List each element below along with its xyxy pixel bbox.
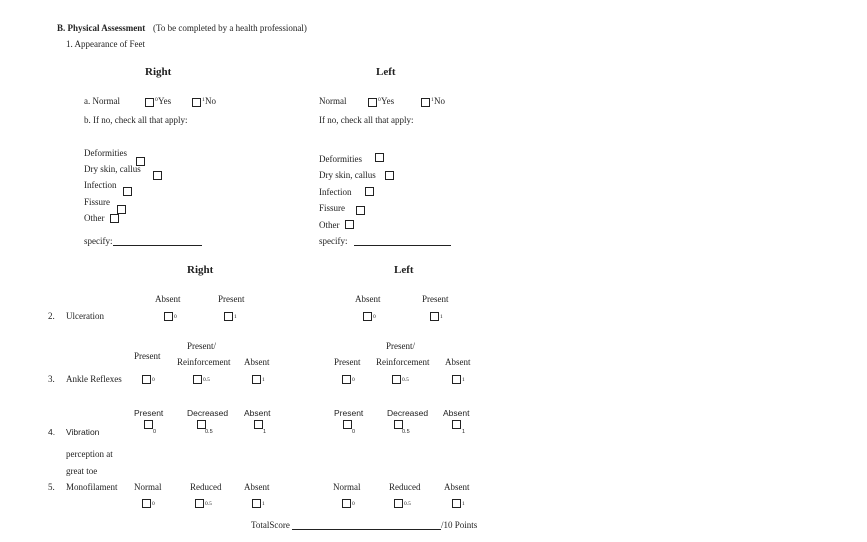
right-heading: Right: [145, 66, 172, 78]
mono-right-reduced-label: Reduced: [190, 482, 222, 492]
vib-right-v1: 1: [263, 429, 267, 435]
ankle-number: 3.: [48, 374, 55, 384]
mono-left-normal-checkbox[interactable]: [342, 499, 351, 508]
vib-label-line3: great toe: [66, 466, 98, 476]
section-subtitle: (To be completed by a health professional): [153, 23, 307, 33]
vib-left-decreased-checkbox[interactable]: [394, 420, 403, 429]
mono-left-absent-label: Absent: [444, 482, 470, 492]
mono-right-v05: 0.5: [205, 501, 212, 507]
right-normal-no-checkbox[interactable]: [192, 98, 201, 107]
right-dryskin-checkbox[interactable]: [153, 171, 162, 180]
tests-right-heading: Right: [187, 264, 214, 276]
vib-right-decreased-checkbox[interactable]: [197, 420, 206, 429]
left-infection-checkbox[interactable]: [365, 187, 374, 196]
left-other-label: Other: [319, 220, 340, 230]
ankle-right-present-label: Present: [134, 351, 161, 361]
left-normal-no-checkbox[interactable]: [421, 98, 430, 107]
total-score-field[interactable]: [292, 529, 441, 530]
ankle-label: Ankle Reflexes: [66, 374, 122, 384]
mono-right-normal-checkbox[interactable]: [142, 499, 151, 508]
mono-right-v0: 0: [152, 501, 155, 507]
ulcer-left-absent-label: Absent: [355, 294, 381, 304]
vib-left-v0: 0: [352, 429, 356, 435]
left-ifno-label: If no, check all that apply:: [319, 115, 414, 125]
vib-number: 4.: [48, 427, 56, 437]
total-score-suffix: /10 Points: [441, 520, 478, 530]
right-normal-yes-checkbox[interactable]: [145, 98, 154, 107]
left-no-label: No: [434, 96, 445, 106]
right-no-label: No: [205, 96, 216, 106]
vib-right-decreased-label: Decreased: [187, 408, 229, 418]
ankle-left-v05: 0.5: [402, 377, 409, 383]
left-specify-label: specify:: [319, 236, 348, 246]
ankle-left-absent-label: Absent: [445, 357, 471, 367]
right-infection-label: Infection: [84, 180, 117, 190]
mono-left-reduced-label: Reduced: [389, 482, 421, 492]
right-no-value: 1: [202, 97, 205, 103]
ankle-right-v05: 0.5: [203, 377, 210, 383]
mono-right-absent-label: Absent: [244, 482, 270, 492]
vib-label-line2: perception at: [66, 449, 113, 459]
tests-left-heading: Left: [394, 264, 414, 276]
ulcer-right-present-label: Present: [218, 294, 245, 304]
left-yes-label: Yes: [381, 96, 395, 106]
ulcer-left-absent-checkbox[interactable]: [363, 312, 372, 321]
mono-left-normal-label: Normal: [333, 482, 361, 492]
right-dryskin-label: Dry skin, callus: [84, 164, 141, 174]
right-specify-label: specify:: [84, 236, 113, 246]
mono-right-v1: 1: [262, 501, 265, 507]
ulcer-right-present-value: 1: [234, 314, 237, 320]
vib-right-v0: 0: [153, 429, 157, 435]
vib-left-absent-checkbox[interactable]: [452, 420, 461, 429]
ulcer-right-absent-value: 0: [174, 314, 177, 320]
ankle-right-v0: 0: [152, 377, 155, 383]
left-yes-value: 0: [378, 97, 381, 103]
left-other-checkbox[interactable]: [345, 220, 354, 229]
left-dryskin-checkbox[interactable]: [385, 171, 394, 180]
vib-right-v05: 0.5: [205, 429, 213, 435]
vib-label: Vibration: [66, 427, 100, 437]
right-infection-checkbox[interactable]: [123, 187, 132, 196]
left-infection-label: Infection: [319, 187, 352, 197]
left-fissure-checkbox[interactable]: [356, 206, 365, 215]
left-specify-field[interactable]: [354, 245, 451, 246]
vib-left-v1: 1: [462, 429, 466, 435]
ankle-right-absent-label: Absent: [244, 357, 270, 367]
right-deformities-label: Deformities: [84, 148, 127, 158]
ankle-left-v1: 1: [462, 377, 465, 383]
right-fissure-label: Fissure: [84, 197, 111, 207]
mono-right-normal-label: Normal: [134, 482, 162, 492]
left-deformities-label: Deformities: [319, 154, 362, 164]
right-other-label: Other: [84, 213, 105, 223]
ulcer-left-present-value: 1: [440, 314, 443, 320]
ankle-right-present-checkbox[interactable]: [142, 375, 151, 384]
ankle-right-reinf-checkbox[interactable]: [193, 375, 202, 384]
appearance-label: 1. Appearance of Feet: [66, 39, 145, 49]
vib-right-present-label: Present: [134, 408, 164, 418]
vib-right-absent-label: Absent: [244, 408, 271, 418]
total-score-label: TotalScore: [251, 520, 290, 530]
vib-left-present-label: Present: [334, 408, 364, 418]
ulcer-right-absent-checkbox[interactable]: [164, 312, 173, 321]
section-title: B. Physical Assessment: [57, 23, 146, 33]
ankle-right-v1: 1: [262, 377, 265, 383]
right-normal-label: a. Normal: [84, 96, 120, 106]
ankle-left-absent-checkbox[interactable]: [452, 375, 461, 384]
vib-left-present-checkbox[interactable]: [343, 420, 352, 429]
mono-left-v1: 1: [462, 501, 465, 507]
right-fissure-checkbox[interactable]: [117, 205, 126, 214]
right-ifno-label: b. If no, check all that apply:: [84, 115, 188, 125]
right-yes-value: 0: [155, 97, 158, 103]
mono-right-absent-checkbox[interactable]: [252, 499, 261, 508]
mono-label: Monofilament: [66, 482, 118, 492]
ankle-left-reinf-line1: Present/: [386, 341, 415, 351]
ankle-right-reinf-line2: Reinforcement: [177, 357, 231, 367]
right-specify-field[interactable]: [113, 245, 202, 246]
left-fissure-label: Fissure: [319, 203, 346, 213]
ankle-left-reinf-line2: Reinforcement: [376, 357, 430, 367]
vib-left-decreased-label: Decreased: [387, 408, 429, 418]
ankle-left-v0: 0: [352, 377, 355, 383]
ankle-left-present-checkbox[interactable]: [342, 375, 351, 384]
mono-left-v0: 0: [352, 501, 355, 507]
vib-right-absent-checkbox[interactable]: [254, 420, 263, 429]
ankle-right-absent-checkbox[interactable]: [252, 375, 261, 384]
ankle-left-present-label: Present: [334, 357, 361, 367]
left-deformities-checkbox[interactable]: [375, 153, 384, 162]
left-normal-yes-checkbox[interactable]: [368, 98, 377, 107]
ankle-left-reinf-checkbox[interactable]: [392, 375, 401, 384]
mono-right-reduced-checkbox[interactable]: [195, 499, 204, 508]
mono-number: 5.: [48, 482, 55, 492]
left-normal-label: Normal: [319, 96, 347, 106]
left-heading: Left: [376, 66, 396, 78]
mono-left-absent-checkbox[interactable]: [452, 499, 461, 508]
vib-left-v05: 0.5: [402, 429, 410, 435]
ulcer-label: Ulceration: [66, 311, 104, 321]
vib-left-absent-label: Absent: [443, 408, 470, 418]
right-yes-label: Yes: [158, 96, 172, 106]
ulcer-right-absent-label: Absent: [155, 294, 181, 304]
left-dryskin-label: Dry skin, callus: [319, 170, 376, 180]
ulcer-right-present-checkbox[interactable]: [224, 312, 233, 321]
right-other-checkbox[interactable]: [110, 214, 119, 223]
ulcer-left-absent-value: 0: [373, 314, 376, 320]
ulcer-left-present-checkbox[interactable]: [430, 312, 439, 321]
vib-right-present-checkbox[interactable]: [144, 420, 153, 429]
ulcer-number: 2.: [48, 311, 55, 321]
ankle-right-reinf-line1: Present/: [187, 341, 216, 351]
mono-left-v05: 0.5: [404, 501, 411, 507]
mono-left-reduced-checkbox[interactable]: [394, 499, 403, 508]
left-no-value: 1: [431, 97, 434, 103]
ulcer-left-present-label: Present: [422, 294, 449, 304]
